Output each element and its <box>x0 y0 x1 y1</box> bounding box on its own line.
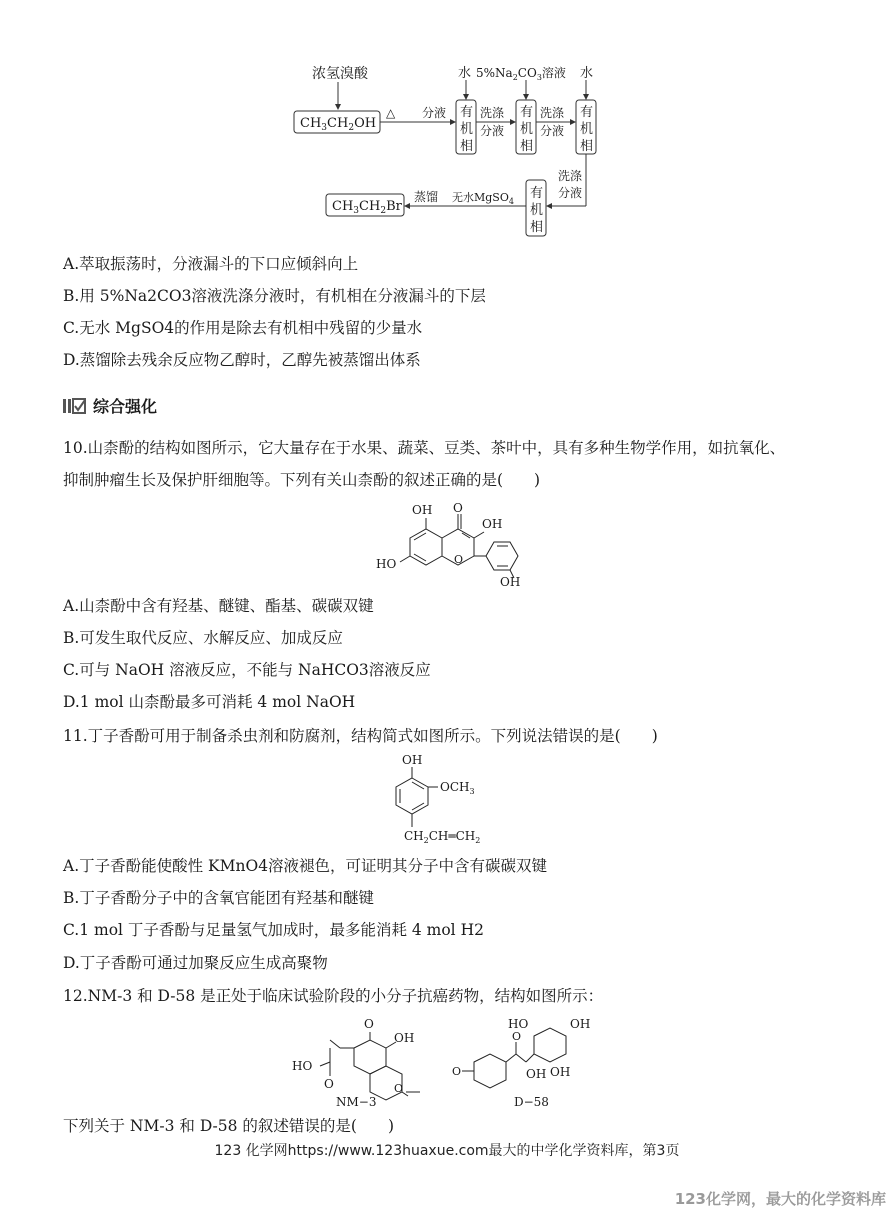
q10-option-c: C.可与 NaOH 溶液反应，不能与 NaHCO3溶液反应 <box>63 661 431 679</box>
svg-text:洗涤: 洗涤 <box>540 106 565 120</box>
q9-option-c: C.无水 MgSO4的作用是除去有机相中残留的少量水 <box>63 319 423 337</box>
svg-text:O: O <box>324 1077 334 1091</box>
q10-option-d: D.1 mol 山柰酚最多可消耗 4 mol NaOH <box>63 693 356 711</box>
kaempferol-structure <box>370 500 530 592</box>
svg-text:OH: OH <box>394 1031 415 1045</box>
svg-text:O: O <box>512 1030 522 1043</box>
svg-text:相: 相 <box>530 220 544 235</box>
q9-option-a: A.萃取振荡时，分液漏斗的下口应倾斜向上 <box>63 255 359 273</box>
svg-text:分液: 分液 <box>558 186 583 200</box>
svg-text:O: O <box>454 553 464 566</box>
q12-stem: 12.NM-3 和 D-58 是正处于临床试验阶段的小分子抗癌药物，结构如图所示： <box>63 987 604 1005</box>
q11-option-c: C.1 mol 丁子香酚与足量氢气加成时，最多能消耗 4 mol H2 <box>63 921 484 939</box>
svg-text:无水MgSO4: 无水MgSO$_4$ <box>452 191 514 206</box>
svg-text:有: 有 <box>530 186 544 201</box>
svg-text:洗涤: 洗涤 <box>480 106 505 120</box>
svg-text:有: 有 <box>520 105 534 120</box>
svg-text:NM−3: NM−3 <box>336 1095 377 1109</box>
svg-text:OH: OH <box>526 1067 547 1081</box>
svg-text:机: 机 <box>460 122 474 137</box>
q11-option-b: B.丁子香酚分子中的含氧官能团有羟基和醚键 <box>63 889 374 907</box>
q11-option-d: D.丁子香酚可通过加聚反应生成高聚物 <box>63 954 328 972</box>
watermark: 123化学网，最大的化学资料库 <box>674 1190 886 1208</box>
svg-text:分液: 分液 <box>540 124 565 138</box>
svg-text:OCH3: $OCH_3$ <box>440 780 475 796</box>
q11-option-a: A.丁子香酚能使酸性 KMnO4溶液褪色，可证明其分子中含有碳碳双键 <box>63 857 548 875</box>
q11-stem: 11.丁子香酚可用于制备杀虫剂和防腐剂，结构简式如图所示。下列说法错误的是( ) <box>63 727 658 745</box>
q9-option-b: B.用 5%Na2CO3溶液洗涤分液时，有机相在分液漏斗的下层 <box>63 287 486 305</box>
svg-text:OH: OH <box>402 753 423 767</box>
q12-tail: 下列关于 NM-3 和 D-58 的叙述错误的是( ) <box>63 1117 395 1135</box>
d58-structure <box>450 1014 610 1110</box>
ethanol-box: $CH_3CH_2OH$ <box>300 116 377 133</box>
sep-label-1: 分液 <box>422 106 447 120</box>
section-header: 综合强化 <box>63 397 157 417</box>
extraction-flowchart <box>280 60 610 240</box>
nm3-structure <box>290 1014 430 1110</box>
svg-text:HO: HO <box>292 1059 313 1073</box>
svg-text:OH: OH <box>550 1065 571 1079</box>
q10-option-a: A.山柰酚中含有羟基、醚键、酯基、碳碳双键 <box>63 597 374 615</box>
svg-text:OH: OH <box>482 517 503 531</box>
q10-option-b: B.可发生取代反应、水解反应、加成反应 <box>63 629 343 647</box>
q10-stem-2: 抑制肿瘤生长及保护肝细胞等。下列有关山柰酚的叙述正确的是( ) <box>63 471 541 489</box>
svg-text:OH: OH <box>500 575 521 589</box>
svg-text:相: 相 <box>580 139 594 154</box>
svg-text:蒸馏: 蒸馏 <box>414 190 439 204</box>
svg-text:机: 机 <box>530 203 544 218</box>
svg-text:有: 有 <box>580 105 594 120</box>
page-footer: 123 化学网https://www.123huaxue.com最大的中学化学资料库，第3页 <box>214 1143 680 1159</box>
svg-text:相: 相 <box>520 139 534 154</box>
svg-text:有: 有 <box>460 105 474 120</box>
q10-stem-1: 10.山柰酚的结构如图所示，它大量存在于水果、蔬菜、豆类、茶叶中，具有多种生物学作用，如抗氧化、 <box>63 439 786 457</box>
svg-text:O: O <box>394 1082 404 1095</box>
svg-text:OH: OH <box>412 503 433 517</box>
checklist-icon <box>63 397 87 415</box>
svg-text:水: 水 <box>458 66 472 81</box>
q9-option-d: D.蒸馏除去残余反应物乙醇时，乙醇先被蒸馏出体系 <box>63 351 421 369</box>
svg-text:O: O <box>453 501 463 515</box>
svg-text:机: 机 <box>580 122 594 137</box>
svg-text:相: 相 <box>460 139 474 154</box>
svg-text:分液: 分液 <box>480 124 505 138</box>
svg-text:CH2CH═CH2: $CH_2CH═CH_2$ <box>404 829 481 845</box>
eugenol-structure <box>390 752 510 848</box>
svg-text:5%Na2CO3溶液: $5\%Na_2CO_3$溶液 <box>476 66 566 82</box>
hbr-label: 浓氢溴酸 <box>312 66 368 82</box>
product-box: $CH_3CH_2Br$ <box>332 199 402 216</box>
svg-text:水: 水 <box>580 66 594 81</box>
svg-text:OH: OH <box>570 1017 591 1031</box>
svg-text:洗涤: 洗涤 <box>558 169 583 183</box>
svg-text:机: 机 <box>520 122 534 137</box>
heat-symbol: △ <box>386 106 396 120</box>
svg-text:D−58: D−58 <box>514 1095 549 1109</box>
svg-text:O: O <box>452 1065 462 1078</box>
svg-text:HO: HO <box>376 557 397 571</box>
svg-text:HO: HO <box>508 1017 529 1031</box>
svg-text:O: O <box>364 1017 374 1031</box>
